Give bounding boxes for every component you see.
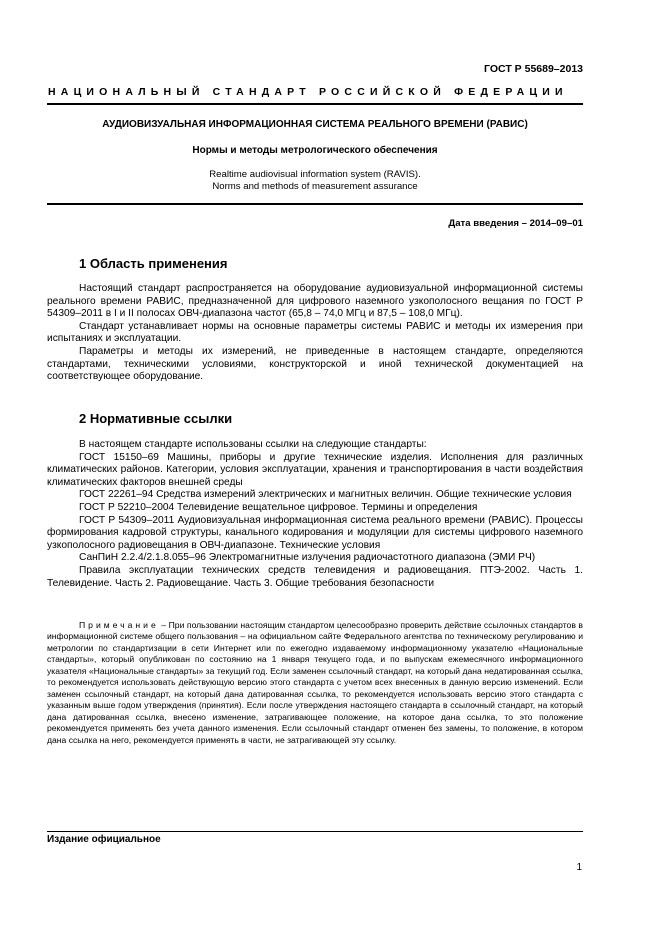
reference-item: СанПиН 2.2.4/2.1.8.055–96 Электромагнитные излучения радиочастотного диапазона (ЭМИ РЧ) [79, 552, 536, 564]
section-1-paragraph: Настоящий стандарт распространяется на оборудование аудиовизуальной информационной системы реального времени РАВИС, предназначенной для цифрового наземного узкополосного вещания по ГОСТ Р 54309–2011 в I и II полосах ОВЧ-диапазона частот (65,8 – 74,0 МГц и 87,5 – 108,0 МГц). [47, 283, 583, 320]
section-2-paragraph: В настоящем стандарте использованы ссылки на следующие стандарты: [79, 439, 427, 450]
introduction-date: Дата введения – 2014–09–01 [448, 218, 583, 229]
footer-divider [47, 831, 583, 832]
english-title-line-1: Realtime audiovisual information system (RAVIS). [209, 169, 421, 180]
document-subtitle: Нормы и методы метрологического обеспечения [192, 145, 438, 156]
reference-item: ГОСТ Р 54309–2011 Аудиовизуальная информационная система реального времени (РАВИС). Процессы формирования кадровой структуры, канального кодирования и модуляции для системы цифрового наземного узкополосного радиовещания в ОВЧ-диапазоне. Технические условия [47, 514, 583, 551]
official-edition-label: Издание официальное [47, 834, 161, 845]
note-block [47, 620, 583, 746]
title-divider [47, 203, 583, 205]
note-label: Примечание [79, 620, 159, 630]
section-1-body [47, 283, 583, 384]
note-paragraph [47, 620, 583, 746]
document-title: АУДИОВИЗУАЛЬНАЯ ИНФОРМАЦИОННАЯ СИСТЕМА РЕАЛЬНОГО ВРЕМЕНИ (РАВИС) [102, 119, 528, 130]
reference-item: ГОСТ 22261–94 Средства измерений электрических и магнитных величин. Общие технические условия [79, 489, 572, 501]
national-standard-banner: НАЦИОНАЛЬНЫЙ СТАНДАРТ РОССИЙСКОЙ ФЕДЕРАЦИИ [48, 86, 568, 98]
reference-item: ГОСТ 15150–69 Машины, приборы и другие технические изделия. Исполнения для различных климатических районов. Категории, условия эксплуатации, хранения и транспортирования в части воздействия климатических факторов внешней среды [47, 451, 583, 488]
reference-item: ГОСТ Р 52210–2004 Телевидение вещательное цифровое. Термины и определения [79, 501, 478, 513]
document-code: ГОСТ Р 55689–2013 [484, 63, 583, 75]
section-2-body [47, 439, 583, 590]
header-divider [47, 103, 583, 105]
section-2-heading: 2 Нормативные ссылки [79, 411, 233, 426]
section-1-heading: 1 Область применения [79, 256, 228, 271]
page-number: 1 [576, 862, 582, 873]
section-1-paragraph: Параметры и методы их измерений, не приведенные в настоящем стандарте, определяются стандартами, техническими условиями, конструкторской и иной технической документацией на соответствующее оборудование. [47, 345, 583, 383]
note-text: – При пользовании настоящим стандартом целесообразно проверить действие ссылочных стандартов в информационной системе общего пользования – на официальном сайте Федерального агентства по техническому регулированию и метрологии по стандартизации в сети Интернет или по ежегодно издаваемому информационному указателю «Национальные стандарты», который опубликован по состоянию на 1 января текущего года, и по выпускам ежемесячного информационного указателя «Национальные стандарты» за текущий год. Если заменен ссылочный стандарт, на который дана недатированная ссылка, то рекомендуется использовать действующую версию этого стандарта с учетом всех внесенных в данную версию изменений. Если заменен ссылочный стандарт, на который дана датированная ссылка, то рекомендуется использовать версию этого стандарта с указанным выше годом утверждения (принятия). Если после утверждения настоящего стандарта в ссылочный стандарт, на который дана датированная ссылка, внесено изменение, затрагивающее положение, на которое дана ссылка, то это положение рекомендуется применять без учета данного изменения. Если ссылочный стандарт отменен без замены, то положение, в котором дана ссылка на него, рекомендуется применять в части, не затрагивающей эту ссылку. [47, 620, 583, 745]
english-title-line-2: Norms and methods of measurement assurance [212, 181, 418, 192]
reference-item: Правила эксплуатации технических средств телевидения и радиовещания. ПТЭ-2002. Часть 1. Телевидение. Часть 2. Радиовещание. Часть 3. Общие требования безопасности [47, 564, 583, 589]
english-title [47, 169, 583, 193]
section-1-paragraph: Стандарт устанавливает нормы на основные параметры системы РАВИС и методы их измерения при испытаниях и эксплуатации. [47, 320, 583, 345]
